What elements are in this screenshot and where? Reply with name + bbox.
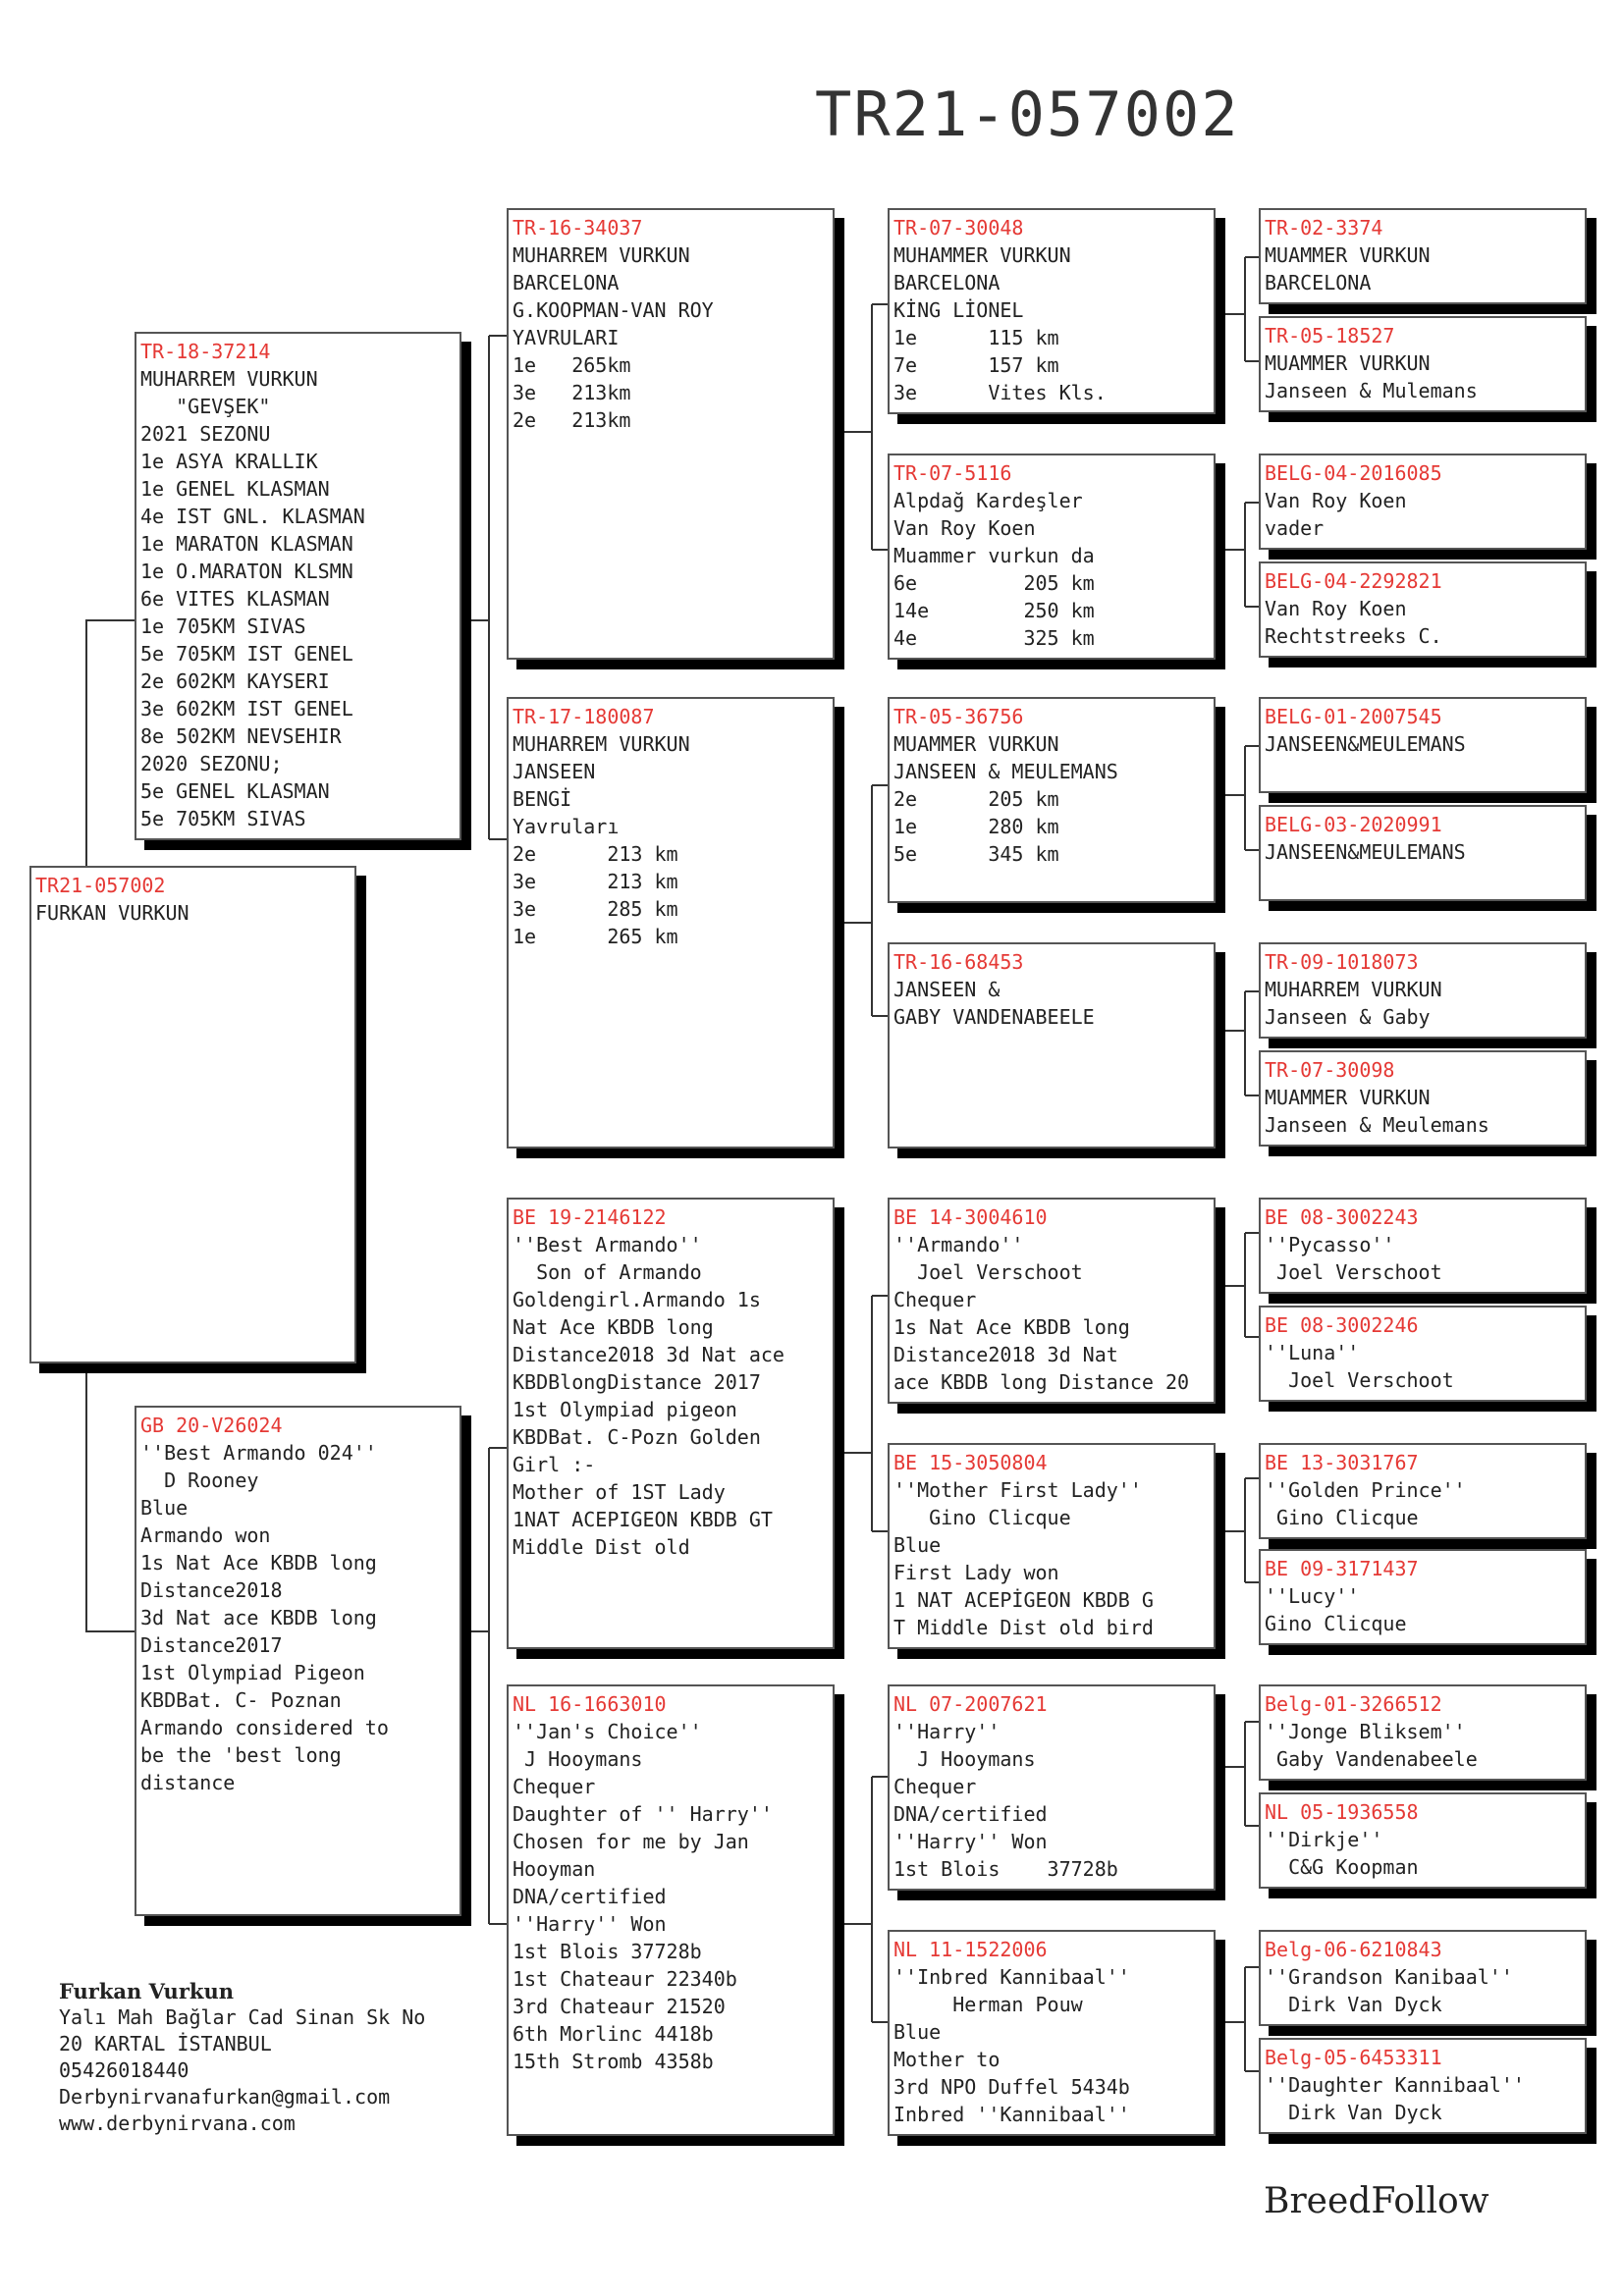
gen2-line: 2e 213km [513,408,631,432]
gen4-line: MUAMMER VURKUN [1265,351,1431,375]
sire-line: 8e 502KM NEVSEHIR [140,724,342,748]
gen2-line: 2e 213 km [513,842,678,866]
gen4-line: Janseen & Meulemans [1265,1113,1489,1137]
gen2-line: Distance2018 3d Nat ace [513,1343,784,1366]
gen3-line: Gino Clicque [893,1506,1071,1529]
gen4-line: Gino Clicque [1265,1506,1419,1529]
gen2-line: 1st Olympiad pigeon [513,1398,737,1421]
sire-line: 5e 705KM IST GENEL [140,642,353,666]
gen2-line: Chosen for me by Jan [513,1830,749,1853]
owner-contact [59,1978,425,2137]
gen2-line: KBDBlongDistance 2017 [513,1370,761,1394]
gen3-line: Van Roy Koen [893,516,1036,540]
gen4-line: Dirk Van Dyck [1265,2101,1442,2124]
gen3-line: J Hooymans [893,1747,1036,1771]
gen3-line: 2e 205 km [893,787,1059,811]
gen2-id: TR-17-180087 [513,705,655,728]
gen2-box-1[interactable] [507,208,835,660]
sire-line: 4e IST GNL. KLASMAN [140,505,365,528]
gen2-line: ''Harry'' Won [513,1912,667,1936]
subject-box[interactable] [29,866,356,1363]
dam-line: 1st Olympiad Pigeon [140,1661,365,1684]
sire-line: 2021 SEZONU [140,422,271,446]
gen3-line: T Middle Dist old bird [893,1616,1154,1639]
sire-line: 1e 705KM SIVAS [140,614,306,638]
sire-line: 6e VITES KLASMAN [140,587,330,611]
sire-line: 5e 705KM SIVAS [140,807,306,830]
gen4-line: ''Golden Prince'' [1265,1478,1466,1502]
gen4-line: Rechtstreeks C. [1265,624,1442,648]
gen4-id: BE 09-3171437 [1265,1557,1419,1580]
owner-address-line: 20 KARTAL İSTANBUL [59,2032,272,2056]
gen2-line: Hooyman [513,1857,596,1881]
gen4-id: TR-09-1018073 [1265,950,1419,974]
gen4-line: MUAMMER VURKUN [1265,243,1431,267]
dam-line: D Rooney [140,1468,259,1492]
gen3-line: 5e 345 km [893,842,1059,866]
gen3-line: 3rd NPO Duffel 5434b [893,2075,1130,2099]
gen3-line: JANSEEN & MEULEMANS [893,760,1118,783]
gen3-line: Distance2018 3d Nat [893,1343,1118,1366]
gen4-box-1[interactable] [1259,208,1587,304]
sire-line: 1e MARATON KLASMAN [140,532,353,556]
gen2-line: Daughter of '' Harry'' [513,1802,773,1826]
sire-box[interactable] [135,332,461,840]
gen2-line: Middle Dist old [513,1535,690,1559]
gen4-line: BARCELONA [1265,271,1372,294]
gen3-line: BARCELONA [893,271,1001,294]
gen2-box-4[interactable] [507,1684,835,2136]
gen3-line: 1st Blois 37728b [893,1857,1118,1881]
gen4-id: Belg-06-6210843 [1265,1938,1442,1961]
gen4-line: Van Roy Koen [1265,489,1407,512]
gen3-box-2[interactable] [888,454,1216,660]
gen3-line: Mother to [893,2048,1001,2071]
gen2-line: JANSEEN [513,760,596,783]
gen3-line: Blue [893,1533,942,1557]
gen4-id: NL 05-1936558 [1265,1800,1419,1824]
gen4-id: BE 08-3002246 [1265,1313,1419,1337]
gen4-box-16[interactable] [1259,2038,1587,2134]
gen3-line: First Lady won [893,1561,1059,1584]
gen2-line: 1e 265 km [513,925,678,948]
gen4-box-12[interactable] [1259,1549,1587,1645]
gen3-line: 3e Vites Kls. [893,381,1107,404]
gen2-line: 6th Morlinc 4418b [513,2022,714,2046]
gen3-line: DNA/certified [893,1802,1048,1826]
gen4-line: MUAMMER VURKUN [1265,1086,1431,1109]
gen4-line: Gaby Vandenabeele [1265,1747,1478,1771]
gen3-line: ''Inbred Kannibaal'' [893,1965,1130,1989]
gen2-line: 1e 265km [513,353,631,377]
subject-line: FURKAN VURKUN [35,901,189,925]
gen2-line: YAVRULARI [513,326,620,349]
gen2-line: 3e 285 km [513,897,678,921]
gen3-line: ''Mother First Lady'' [893,1478,1142,1502]
owner-phone: 05426018440 [59,2058,189,2082]
gen4-id: BELG-01-2007545 [1265,705,1442,728]
gen2-line: 1st Chateaur 22340b [513,1967,737,1991]
gen2-line: Nat Ace KBDB long [513,1315,714,1339]
dam-box[interactable] [135,1406,461,1916]
gen4-line: JANSEEN&MEULEMANS [1265,840,1466,864]
gen4-line: ''Luna'' [1265,1341,1360,1364]
gen4-line: JANSEEN&MEULEMANS [1265,732,1466,756]
owner-email[interactable]: Derbynirvanafurkan@gmail.com [59,2085,391,2109]
gen4-box-13[interactable] [1259,1684,1587,1781]
gen3-line: ace KBDB long Distance 20 [893,1370,1190,1394]
gen3-line: 14e 250 km [893,599,1095,622]
gen2-line: Girl :- [513,1453,596,1476]
gen3-box-7[interactable] [888,1684,1216,1891]
gen4-line: ''Jonge Bliksem'' [1265,1720,1466,1743]
gen2-line: BARCELONA [513,271,620,294]
gen2-line: BENGİ [513,787,572,811]
gen4-id: Belg-01-3266512 [1265,1692,1442,1716]
gen2-id: NL 16-1663010 [513,1692,667,1716]
gen3-line: Inbred ''Kannibaal'' [893,2103,1130,2126]
gen2-line: 1NAT ACEPIGEON KBDB GT [513,1508,773,1531]
gen3-line: 1e 280 km [893,815,1059,838]
dam-line: Armando considered to [140,1716,389,1739]
gen2-line: ''Jan's Choice'' [513,1720,702,1743]
gen4-line: ''Dirkje'' [1265,1828,1383,1851]
dam-id: GB 20-V26024 [140,1414,283,1437]
gen2-box-2[interactable] [507,697,835,1148]
gen4-box-3[interactable] [1259,454,1587,550]
gen3-line: Joel Verschoot [893,1260,1083,1284]
gen3-line: Herman Pouw [893,1993,1083,2016]
gen3-line: 7e 157 km [893,353,1059,377]
gen3-line: 1e 115 km [893,326,1059,349]
owner-website[interactable]: www.derbynirvana.com [59,2111,296,2135]
gen3-id: TR-16-68453 [893,950,1024,974]
dam-line: 3d Nat ace KBDB long [140,1606,377,1629]
gen4-box-7[interactable] [1259,942,1587,1039]
sire-line: 3e 602KM IST GENEL [140,697,353,721]
gen3-line: 4e 325 km [893,626,1095,650]
gen3-box-5[interactable] [888,1198,1216,1404]
gen3-id: NL 11-1522006 [893,1938,1048,1961]
gen2-line: 1st Blois 37728b [513,1940,702,1963]
gen4-box-14[interactable] [1259,1792,1587,1889]
gen4-id: BELG-04-2016085 [1265,461,1442,485]
dam-line: Blue [140,1496,189,1520]
sire-line: 1e ASYA KRALLIK [140,450,318,473]
dam-line: distance [140,1771,236,1794]
sire-line: 2e 602KM KAYSERI [140,669,330,693]
dam-line: 1s Nat Ace KBDB long [140,1551,377,1575]
sire-line: 1e GENEL KLASMAN [140,477,330,501]
gen4-id: BELG-04-2292821 [1265,569,1442,593]
gen3-box-8[interactable] [888,1930,1216,2136]
gen4-line: Joel Verschoot [1265,1260,1442,1284]
gen4-box-6[interactable] [1259,805,1587,901]
dam-line: ''Best Armando 024'' [140,1441,377,1465]
gen2-line: KBDBat. C-Pozn Golden [513,1425,761,1449]
sire-id: TR-18-37214 [140,340,271,363]
owner-name: Furkan Vurkun [59,1979,234,2003]
gen2-line: MUHARREM VURKUN [513,732,690,756]
gen3-line: JANSEEN & [893,978,1001,1001]
subject-id: TR21-057002 [35,874,166,897]
gen4-box-11[interactable] [1259,1443,1587,1539]
gen4-box-5[interactable] [1259,697,1587,793]
gen3-id: BE 14-3004610 [893,1205,1048,1229]
gen2-line: Goldengirl.Armando 1s [513,1288,761,1311]
gen4-line: C&G Koopman [1265,1855,1419,1879]
gen3-id: BE 15-3050804 [893,1451,1048,1474]
gen4-id: TR-02-3374 [1265,216,1383,240]
gen3-box-6[interactable] [888,1443,1216,1649]
gen2-line: ''Best Armando'' [513,1233,702,1256]
gen4-box-9[interactable] [1259,1198,1587,1294]
gen4-line: ''Lucy'' [1265,1584,1360,1608]
gen3-line: Chequer [893,1288,977,1311]
gen4-id: BELG-03-2020991 [1265,813,1442,836]
gen4-line: ''Daughter Kannibaal'' [1265,2073,1525,2097]
gen3-line: MUHAMMER VURKUN [893,243,1071,267]
gen4-line: ''Pycasso'' [1265,1233,1395,1256]
gen4-line: vader [1265,516,1325,540]
gen3-line: MUAMMER VURKUN [893,732,1059,756]
owner-address-line: Yalı Mah Bağlar Cad Sinan Sk No [59,2005,426,2029]
gen2-line: Yavruları [513,815,620,838]
gen2-line: MUHARREM VURKUN [513,243,690,267]
dam-line: Distance2017 [140,1633,283,1657]
gen2-line: 3e 213km [513,381,631,404]
gen3-line: 1 NAT ACEPİGEON KBDB G [893,1588,1154,1612]
sire-line: "GEVŞEK" [140,395,271,418]
gen4-id: TR-07-30098 [1265,1058,1395,1082]
gen4-line: Dirk Van Dyck [1265,1993,1442,2016]
gen2-line: Mother of 1ST Lady [513,1480,726,1504]
gen3-line: ''Harry'' Won [893,1830,1048,1853]
gen3-box-4[interactable] [888,942,1216,1148]
gen4-id: BE 08-3002243 [1265,1205,1419,1229]
sire-line: 5e GENEL KLASMAN [140,779,330,803]
gen3-line: Alpdağ Kardeşler [893,489,1083,512]
gen3-id: NL 07-2007621 [893,1692,1048,1716]
gen3-id: TR-07-5116 [893,461,1012,485]
gen4-line: Janseen & Gaby [1265,1005,1431,1029]
gen4-line: MUHARREM VURKUN [1265,978,1442,1001]
gen3-line: 1s Nat Ace KBDB long [893,1315,1130,1339]
gen4-box-4[interactable] [1259,561,1587,658]
gen2-line: Chequer [513,1775,596,1798]
gen4-line: Janseen & Mulemans [1265,379,1478,402]
gen3-line: Chequer [893,1775,977,1798]
sire-line: MUHARREM VURKUN [140,367,318,391]
gen3-line: ''Armando'' [893,1233,1024,1256]
dam-line: Distance2018 [140,1578,283,1602]
gen2-line: 3e 213 km [513,870,678,893]
gen4-line: Joel Verschoot [1265,1368,1454,1392]
gen3-line: Blue [893,2020,942,2044]
gen2-line: G.KOOPMAN-VAN ROY [513,298,714,322]
gen3-line: Muammer vurkun da [893,544,1095,567]
gen4-line: Van Roy Koen [1265,597,1407,620]
dam-line: KBDBat. C- Poznan [140,1688,342,1712]
gen4-line: Gino Clicque [1265,1612,1407,1635]
gen3-line: KİNG LİONEL [893,298,1024,322]
gen3-id: TR-05-36756 [893,705,1024,728]
gen4-box-10[interactable] [1259,1306,1587,1402]
gen2-box-3[interactable] [507,1198,835,1649]
gen3-line: ''Harry'' [893,1720,1001,1743]
gen4-box-2[interactable] [1259,316,1587,412]
gen2-id: BE 19-2146122 [513,1205,667,1229]
gen4-id: Belg-05-6453311 [1265,2046,1442,2069]
dam-line: Armando won [140,1523,271,1547]
sire-line: 2020 SEZONU; [140,752,283,775]
gen3-id: TR-07-30048 [893,216,1024,240]
page-title: TR21-057002 [815,79,1240,150]
gen2-line: Son of Armando [513,1260,702,1284]
gen3-line: GABY VANDENABEELE [893,1005,1095,1029]
brand-logo: BreedFollow [1264,2181,1489,2221]
gen4-id: BE 13-3031767 [1265,1451,1419,1474]
gen3-box-1[interactable] [888,208,1216,414]
gen3-box-3[interactable] [888,697,1216,903]
gen2-line: 15th Stromb 4358b [513,2050,714,2073]
dam-line: be the 'best long [140,1743,342,1767]
gen2-id: TR-16-34037 [513,216,643,240]
gen2-line: 3rd Chateaur 21520 [513,1995,726,2018]
gen4-box-8[interactable] [1259,1050,1587,1147]
gen4-line: ''Grandson Kanibaal'' [1265,1965,1513,1989]
gen3-line: 6e 205 km [893,571,1095,595]
sire-line: 1e O.MARATON KLSMN [140,560,353,583]
gen2-line: J Hooymans [513,1747,643,1771]
gen4-id: TR-05-18527 [1265,324,1395,347]
gen2-line: DNA/certified [513,1885,667,1908]
gen4-box-15[interactable] [1259,1930,1587,2026]
